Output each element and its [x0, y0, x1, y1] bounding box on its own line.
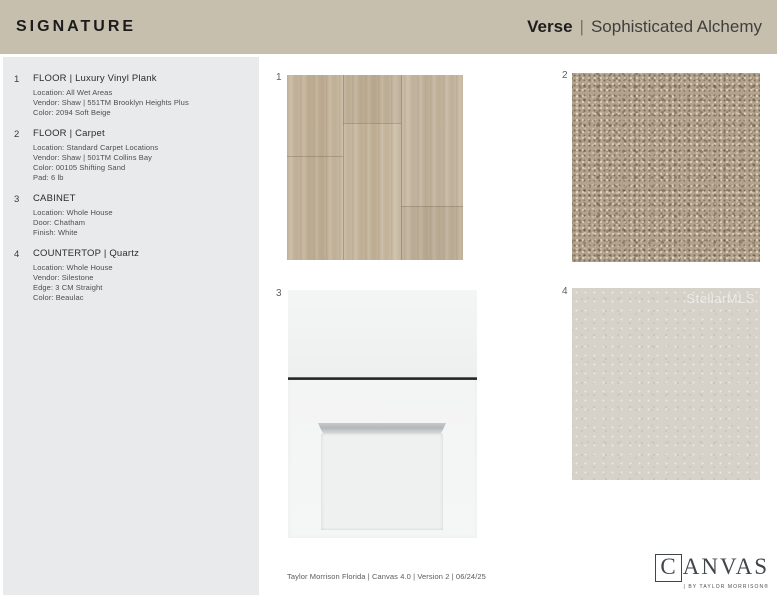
cabinet-drawer-gap-line — [288, 377, 477, 380]
document-version-info: Taylor Morrison Florida | Canvas 4.0 | Version 2 | 06/24/25 — [287, 572, 486, 581]
swatch-number-2: 2 — [562, 70, 568, 81]
spec-item-detail: Finish: White — [33, 228, 78, 237]
spec-item-detail: Location: Whole House — [33, 208, 113, 217]
spec-item-title: FLOOR | Luxury Vinyl Plank — [33, 73, 157, 84]
swatch-number-4: 4 — [562, 286, 568, 297]
spec-item-detail: Location: All Wet Areas — [33, 88, 113, 97]
spec-item-detail: Location: Standard Carpet Locations — [33, 143, 159, 152]
mls-watermark: StellarMLS — [686, 291, 755, 306]
spec-item-detail: Vendor: Shaw | 551TM Brooklyn Heights Plus — [33, 98, 189, 107]
header-band — [0, 0, 777, 54]
spec-item-detail: Pad: 6 lb — [33, 173, 64, 182]
logo-wordmark-rest: ANVAS — [682, 554, 769, 579]
canvas-logo — [655, 554, 769, 590]
swatch-number-3: 3 — [276, 288, 282, 299]
spec-item-detail: Color: 2094 Soft Beige — [33, 108, 111, 117]
spec-item-detail: Color: Beaulac — [33, 293, 84, 302]
spec-item-detail: Color: 00105 Shifting Sand — [33, 163, 126, 172]
cabinet-recessed-panel — [321, 434, 443, 530]
spec-item-floor-lvp — [14, 73, 251, 118]
vinyl-plank-swatch-image — [287, 75, 463, 260]
spec-item-detail: Location: Whole House — [33, 263, 113, 272]
title-divider: | — [579, 17, 584, 36]
cabinet-drawer-front — [288, 290, 477, 377]
carpet-swatch-image — [572, 73, 760, 262]
swatch-number-1: 1 — [276, 72, 282, 83]
spec-item-floor-carpet — [14, 128, 251, 183]
spec-item-detail: Vendor: Silestone — [33, 273, 94, 282]
plan-name: Verse — [527, 17, 573, 36]
spec-item-number: 2 — [14, 129, 20, 140]
spec-item-title: CABINET — [33, 193, 76, 204]
spec-item-number: 3 — [14, 194, 20, 205]
collection-title — [527, 17, 762, 37]
cabinet-door-swatch-image — [288, 290, 477, 538]
plank-shade-patch — [401, 206, 463, 260]
plank-joint — [343, 123, 401, 124]
spec-item-detail: Door: Chatham — [33, 218, 86, 227]
plank-joint — [287, 156, 343, 157]
brand-title: SIGNATURE — [16, 18, 137, 35]
spec-item-number: 1 — [14, 74, 20, 85]
spec-item-title: FLOOR | Carpet — [33, 128, 105, 139]
plank-seam — [343, 75, 344, 260]
cabinet-panel-bevel — [318, 423, 446, 434]
quartz-swatch-image — [572, 288, 760, 480]
logo-tagline: | BY TAYLOR MORRISON® — [683, 584, 769, 590]
spec-item-cabinet — [14, 193, 251, 238]
plank-joint — [401, 206, 463, 207]
logo-boxed-letter: C — [655, 554, 681, 582]
package-name: Sophisticated Alchemy — [590, 17, 762, 36]
spec-item-title: COUNTERTOP | Quartz — [33, 248, 140, 259]
spec-item-detail: Edge: 3 CM Straight — [33, 283, 103, 292]
canvas-wordmark — [655, 554, 769, 582]
spec-item-countertop — [14, 248, 251, 303]
plank-shade-patch — [343, 75, 401, 123]
spec-item-number: 4 — [14, 249, 20, 260]
spec-sidebar — [3, 57, 259, 595]
spec-item-detail: Vendor: Shaw | 501TM Collins Bay — [33, 153, 152, 162]
plank-seam — [401, 75, 402, 260]
